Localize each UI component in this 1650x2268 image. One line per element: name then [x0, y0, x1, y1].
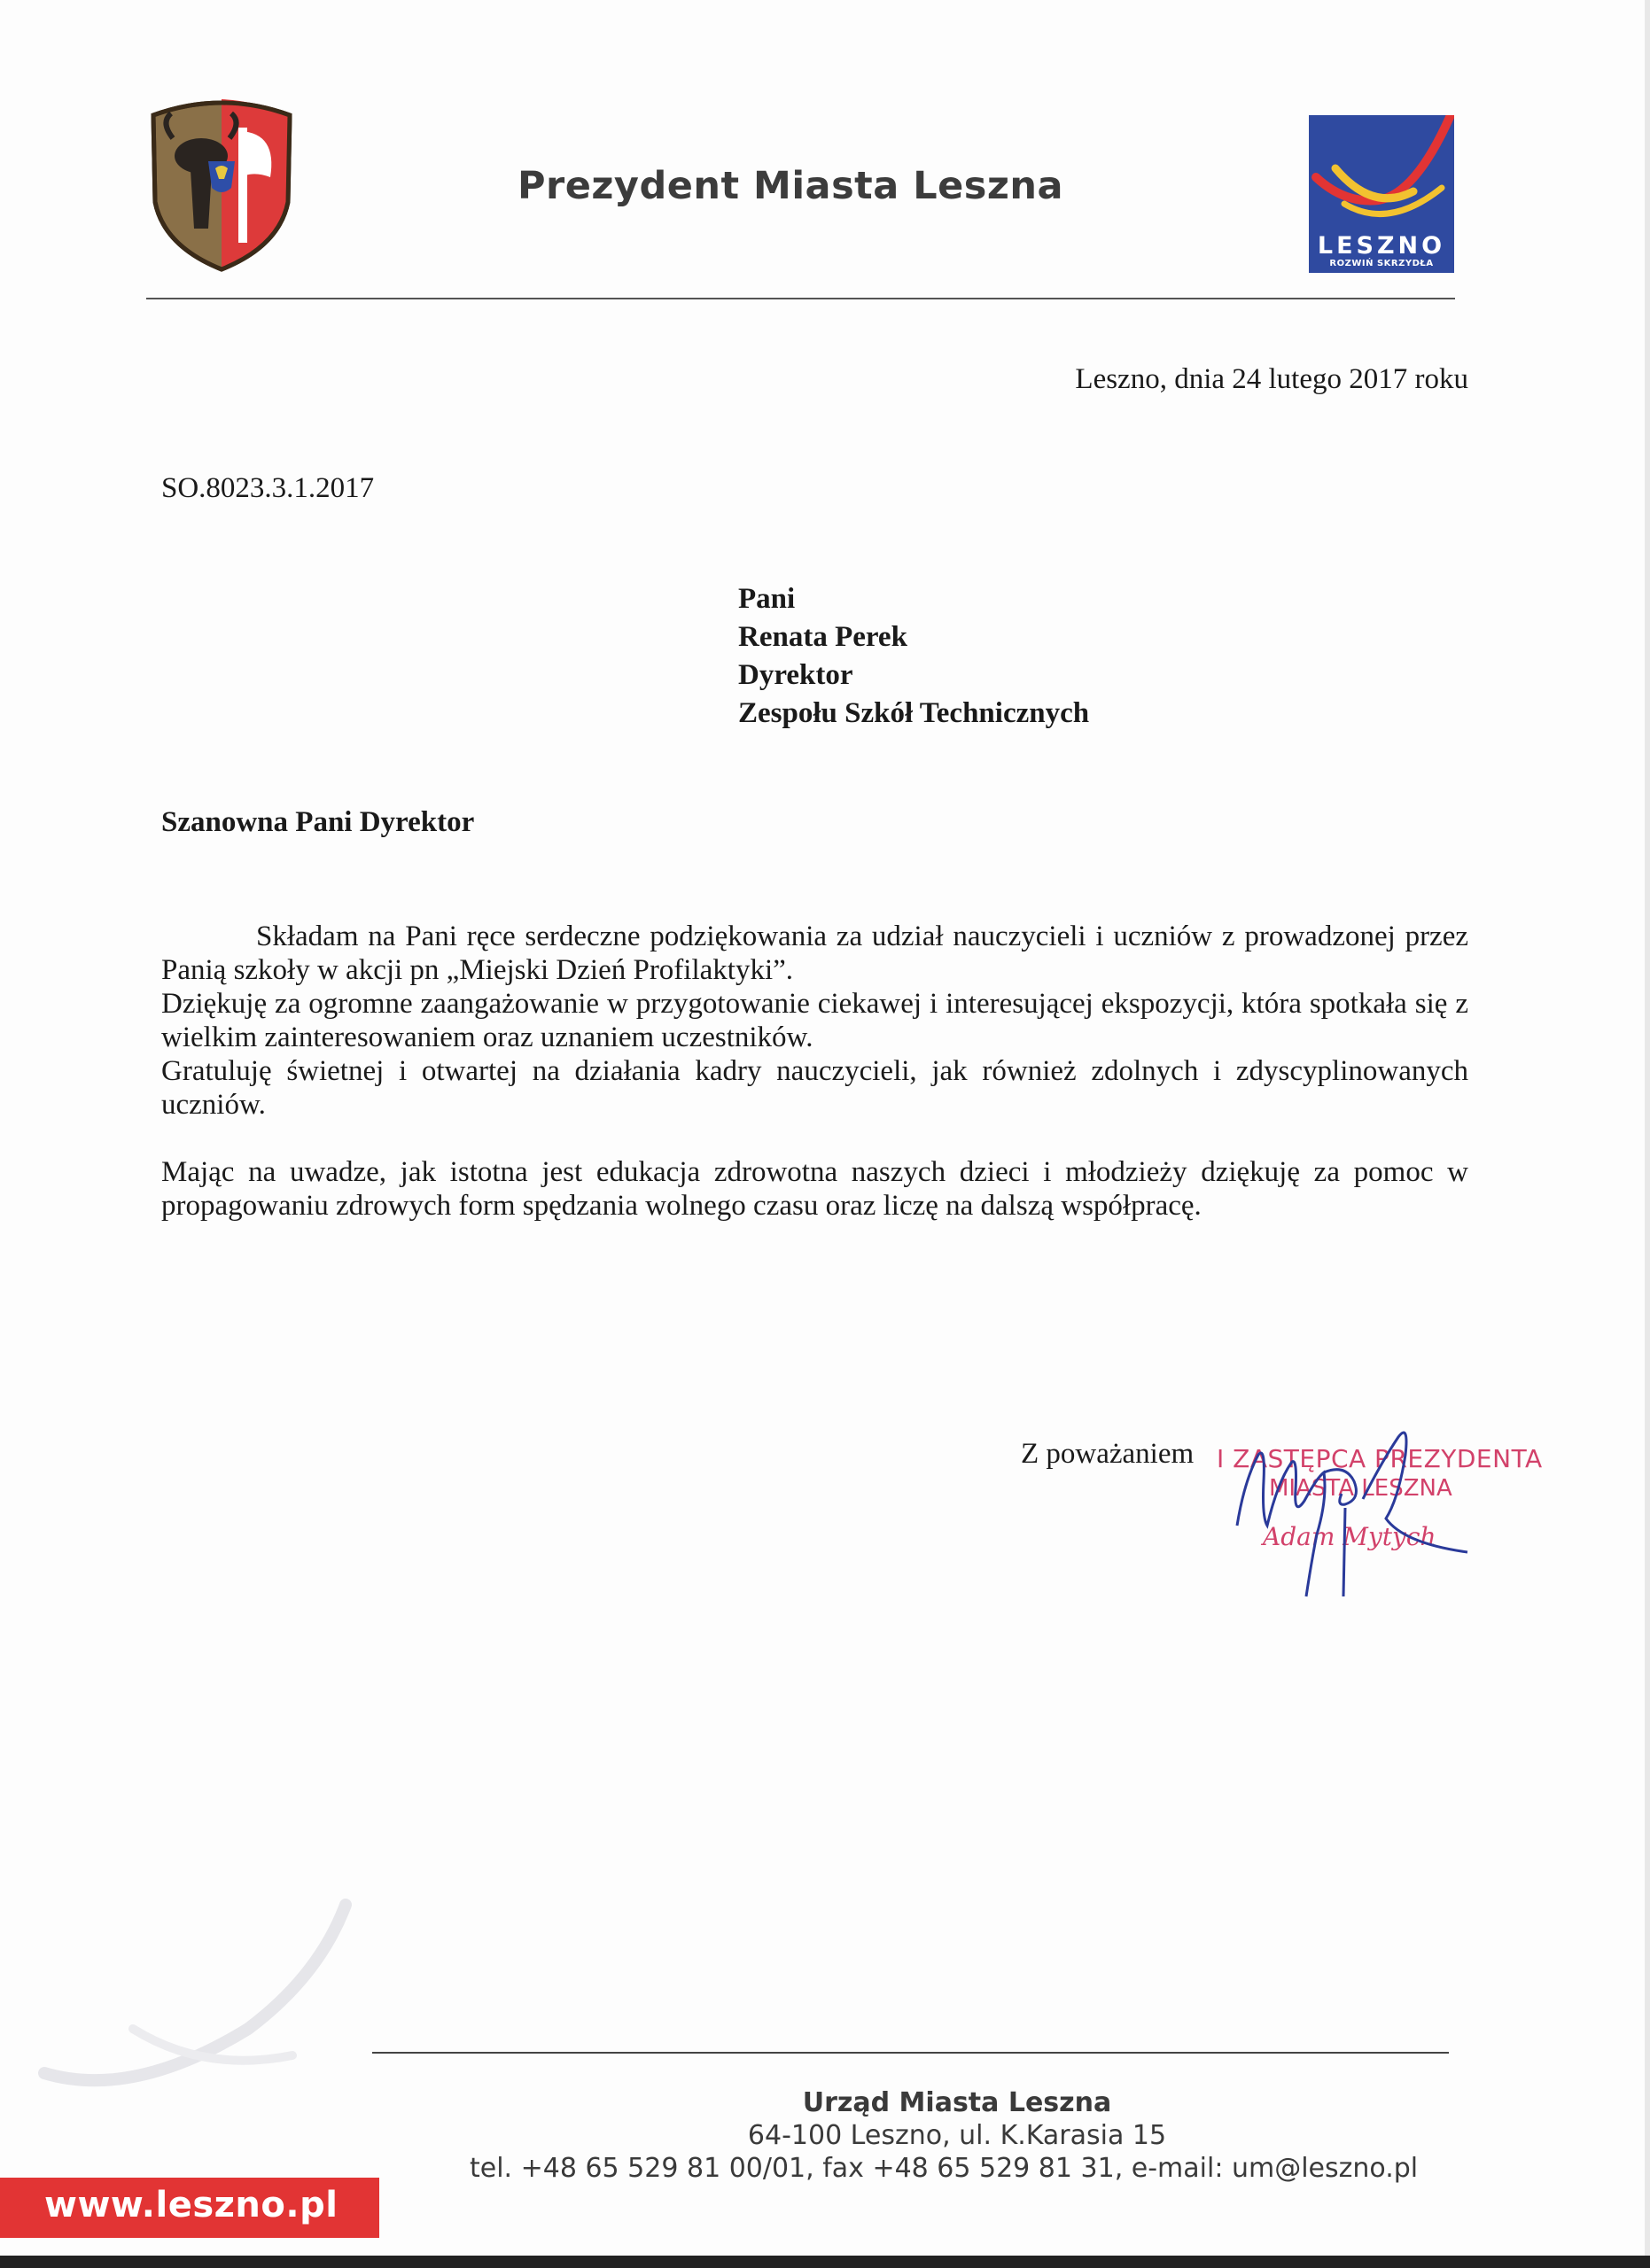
reference-number: SO.8023.3.1.2017: [161, 472, 375, 504]
website-link[interactable]: www.leszno.pl: [44, 2185, 339, 2225]
brand-name: LESZNO: [1317, 232, 1446, 260]
recipient-block: [738, 580, 1089, 733]
footer-divider: [372, 2052, 1449, 2054]
recipient-line: Pani: [738, 583, 796, 615]
recipient-line: Renata Perek: [738, 621, 907, 653]
footer-office-name: Urząd Miasta Leszna: [802, 2087, 1112, 2118]
salutation: Szanowna Pani Dyrektor: [161, 806, 475, 838]
body-paragraph: Mając na uwadze, jak istotna jest edukacja zdrowotna naszych dzieci i młodzieży dziękuję za pomoc w propagowaniu zdrowych form spędzania wolnego czasu oraz liczę na dalszą współpracę.: [161, 1156, 1468, 1222]
body-paragraph: Dziękuję za ogromne zaangażowanie w przygotowanie ciekawej i interesującej ekspozycji, która spotkała się z wielkim zainteresowaniem oraz uznaniem uczestników.: [161, 988, 1468, 1053]
date-line: Leszno, dnia 24 lutego 2017 roku: [1075, 363, 1468, 395]
body-paragraph: Gratuluję świetnej i otwartej na działania kadry nauczycieli, jak również zdolnych i zdyscyplinowanych uczniów.: [161, 1055, 1468, 1121]
stamp-name: Adam Mytych: [1263, 1522, 1436, 1551]
footer-address: 64-100 Leszno, ul. K.Karasia 15: [747, 2120, 1167, 2151]
recipient-line: Dyrektor: [738, 659, 853, 691]
footer-contact: tel. +48 65 529 81 00/01, fax +48 65 529 81 31, e-mail: um@leszno.pl: [470, 2153, 1419, 2184]
scan-bottom-band: [0, 2256, 1650, 2268]
stamp-office: MIASTA LESZNA: [1269, 1475, 1452, 1502]
signature-icon: [1212, 1419, 1505, 1605]
page-title: Prezydent Miasta Leszna: [518, 164, 1064, 208]
header-divider: [146, 298, 1455, 299]
brand-tagline: ROZWIŃ SKRZYDŁA: [1329, 259, 1434, 268]
body-paragraph: Składam na Pani ręce serdeczne podziękowania za udział nauczycieli i uczniów z prowadzonej przez Panią szkoły w akcji pn „Miejski Dzień Profilaktyki”.: [161, 920, 1468, 986]
swoosh-watermark-icon: [27, 1896, 363, 2100]
stamp-title: I ZASTĘPCA PREZYDENTA: [1217, 1444, 1543, 1473]
letter-body: [161, 920, 1468, 1223]
coat-of-arms-icon: [146, 96, 297, 273]
recipient-line: Zespołu Szkół Technicznych: [738, 697, 1090, 729]
closing: Z poważaniem: [1021, 1438, 1195, 1470]
scan-edge: [1645, 0, 1650, 2256]
